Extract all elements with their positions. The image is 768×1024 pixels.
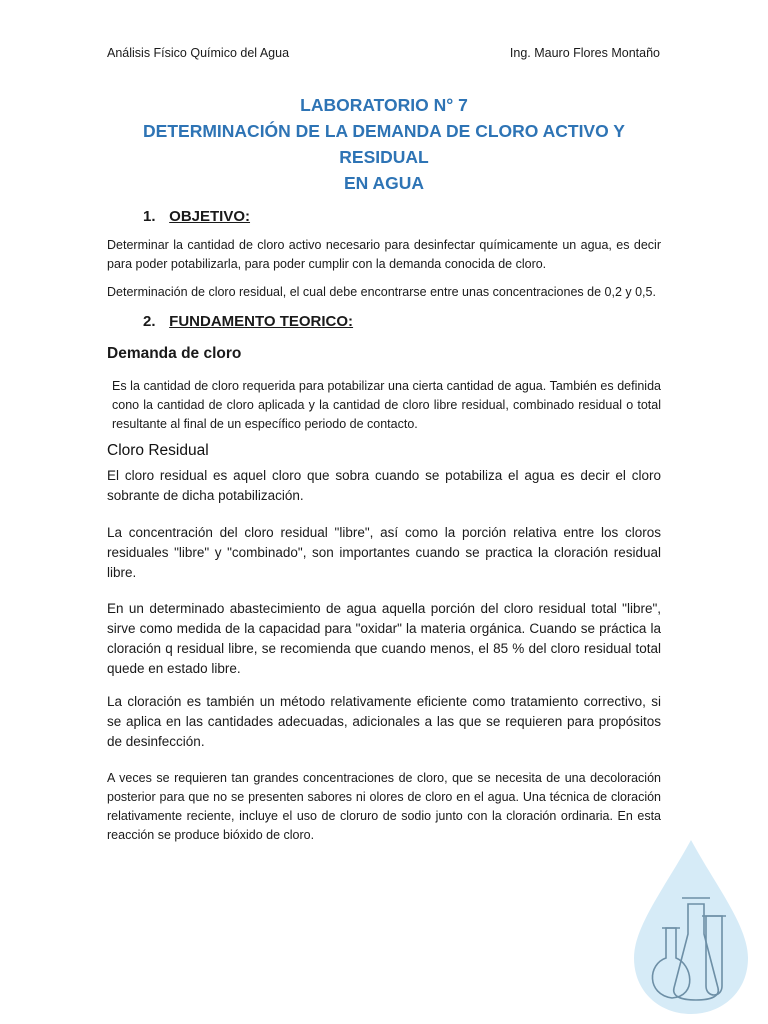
header-subject: Análisis Físico Químico del Agua <box>107 46 290 60</box>
demanda-paragraph: Es la cantidad de cloro requerida para potabilizar una cierta cantidad de agua. También es definida cono la cantidad de cloro aplicada y la cantidad de cloro libre residual, combinado residual o total resultante al final de un específico periodo de contacto. <box>112 379 661 431</box>
residual-paragraph-1: El cloro residual es aquel cloro que sobra cuando se potabiliza el agua es decir el cloro sobrante de dicha potabilización. <box>107 468 661 503</box>
water-drop-flasks-icon <box>626 836 756 1016</box>
title-line-1: LABORATORIO N° 7 <box>300 95 468 115</box>
residual-paragraph-3: En un determinado abastecimiento de agua aquella porción del cloro residual total "libre", sirve como medida de la capacidad para "oxidar" la materia orgánica. Cuando se práctica la cloración q residual libre, se recomienda que cuando menos, el 85 % del cloro residual total quede en estado libre. <box>107 601 661 676</box>
header-author: Ing. Mauro Flores Montaño <box>509 46 660 60</box>
section-label: OBJETIVO: <box>169 208 251 225</box>
section-number: 2. <box>143 313 156 330</box>
subheading-cloro-residual: Cloro Residual <box>107 442 209 459</box>
section-number: 1. <box>143 208 156 225</box>
section-heading-objetivo <box>143 208 250 225</box>
document-title <box>100 92 668 196</box>
residual-paragraph-5: A veces se requieren tan grandes concentraciones de cloro, que se necesita de una decoloración posterior para que no se presenten sabores ni olores de cloro en el agua. Una técnica de cloración relativamente reciente, incluye el uso de cloruro de sodio junto con la cloración ordinaria. En esta reacción se produce bióxido de cloro. <box>107 771 661 842</box>
section-heading-fundamento <box>143 313 353 330</box>
residual-paragraph-4: La cloración es también un método relativamente eficiente como tratamiento correctivo, si se aplica en las cantidades adecuadas, adicionales a las que se requieren para propósitos de desinfección. <box>107 694 661 749</box>
objetivo-paragraph-2: Determinación de cloro residual, el cual debe encontrarse entre unas concentraciones de 0,2 y 0,5. <box>107 285 656 299</box>
objetivo-paragraph-1: Determinar la cantidad de cloro activo necesario para desinfectar químicamente un agua, es decir para poder potabilizarla, para poder cumplir con la demanda conocida de cloro. <box>107 238 661 271</box>
residual-paragraph-2: La concentración del cloro residual "libre", así como la porción relativa entre los cloros residuales "libre" y "combinado", son importantes cuando se practica la cloración residual libre. <box>107 525 661 580</box>
section-label: FUNDAMENTO TEORICO: <box>169 313 354 330</box>
title-line-3: EN AGUA <box>343 173 425 193</box>
subheading-demanda: Demanda de cloro <box>107 345 242 362</box>
title-line-2: DETERMINACIÓN DE LA DEMANDA DE CLORO ACTIVO Y RESIDUAL <box>143 121 625 167</box>
